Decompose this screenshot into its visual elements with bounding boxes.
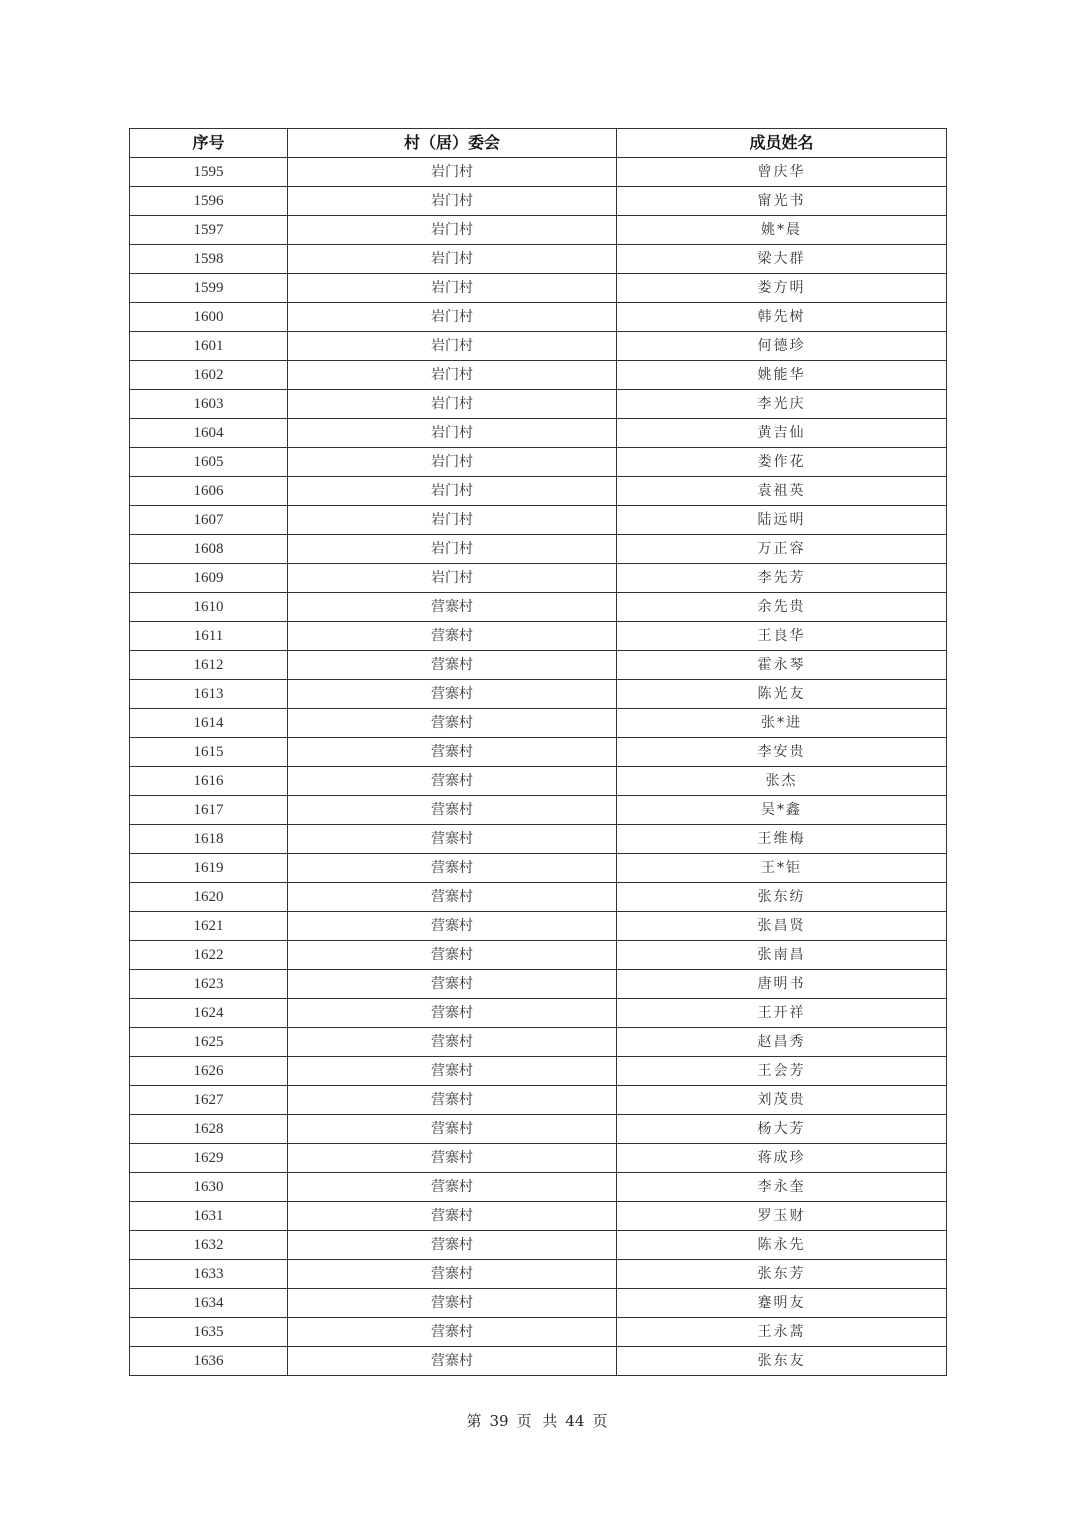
cell-member-name: 陆远明: [617, 506, 947, 535]
cell-village-committee: 岩门村: [288, 535, 617, 564]
cell-village-committee: 营寨村: [288, 1115, 617, 1144]
cell-village-committee: 营寨村: [288, 738, 617, 767]
cell-village-committee: 岩门村: [288, 216, 617, 245]
cell-serial-number: 1598: [130, 245, 288, 274]
cell-member-name: 王*钜: [617, 854, 947, 883]
cell-member-name: 万正容: [617, 535, 947, 564]
table-row: [130, 274, 947, 303]
table-row: [130, 245, 947, 274]
cell-village-committee: 营寨村: [288, 1289, 617, 1318]
cell-serial-number: 1636: [130, 1347, 288, 1376]
cell-village-committee: 营寨村: [288, 1260, 617, 1289]
table-row: [130, 1289, 947, 1318]
table-row: [130, 912, 947, 941]
cell-member-name: 罗玉财: [617, 1202, 947, 1231]
cell-serial-number: 1630: [130, 1173, 288, 1202]
table-row: [130, 419, 947, 448]
table-row: [130, 158, 947, 187]
cell-member-name: 赵昌秀: [617, 1028, 947, 1057]
table-row: [130, 216, 947, 245]
table-row: [130, 1231, 947, 1260]
cell-village-committee: 营寨村: [288, 622, 617, 651]
cell-serial-number: 1612: [130, 651, 288, 680]
cell-member-name: 娄作花: [617, 448, 947, 477]
cell-member-name: 张南昌: [617, 941, 947, 970]
cell-serial-number: 1632: [130, 1231, 288, 1260]
table-row: [130, 564, 947, 593]
cell-serial-number: 1626: [130, 1057, 288, 1086]
table-row: [130, 767, 947, 796]
cell-village-committee: 营寨村: [288, 1318, 617, 1347]
cell-member-name: 吴*鑫: [617, 796, 947, 825]
cell-village-committee: 营寨村: [288, 1202, 617, 1231]
table-row: [130, 738, 947, 767]
cell-serial-number: 1610: [130, 593, 288, 622]
table-row: [130, 187, 947, 216]
cell-serial-number: 1618: [130, 825, 288, 854]
cell-village-committee: 营寨村: [288, 970, 617, 999]
table-row: [130, 1115, 947, 1144]
cell-village-committee: 岩门村: [288, 245, 617, 274]
cell-member-name: 黄吉仙: [617, 419, 947, 448]
cell-member-name: 韩先树: [617, 303, 947, 332]
table-header-row: [130, 129, 947, 158]
cell-village-committee: 营寨村: [288, 999, 617, 1028]
cell-member-name: 袁祖英: [617, 477, 947, 506]
cell-serial-number: 1621: [130, 912, 288, 941]
footer-suffix: 页: [592, 1412, 608, 1430]
cell-serial-number: 1617: [130, 796, 288, 825]
table-row: [130, 303, 947, 332]
table-row: [130, 1318, 947, 1347]
cell-village-committee: 营寨村: [288, 796, 617, 825]
cell-member-name: 娄方明: [617, 274, 947, 303]
cell-member-name: 张杰: [617, 767, 947, 796]
cell-serial-number: 1599: [130, 274, 288, 303]
table-row: [130, 1260, 947, 1289]
cell-serial-number: 1622: [130, 941, 288, 970]
table-row: [130, 332, 947, 361]
cell-serial-number: 1628: [130, 1115, 288, 1144]
cell-serial-number: 1635: [130, 1318, 288, 1347]
table-row: [130, 361, 947, 390]
cell-serial-number: 1623: [130, 970, 288, 999]
table-row: [130, 622, 947, 651]
table-row: [130, 1028, 947, 1057]
cell-member-name: 王维梅: [617, 825, 947, 854]
cell-serial-number: 1607: [130, 506, 288, 535]
table-row: [130, 941, 947, 970]
cell-member-name: 刘茂贵: [617, 1086, 947, 1115]
cell-village-committee: 营寨村: [288, 854, 617, 883]
table-row: [130, 680, 947, 709]
table-row: [130, 1173, 947, 1202]
cell-serial-number: 1609: [130, 564, 288, 593]
table-row: [130, 448, 947, 477]
table-row: [130, 390, 947, 419]
cell-serial-number: 1616: [130, 767, 288, 796]
cell-serial-number: 1595: [130, 158, 288, 187]
cell-village-committee: 岩门村: [288, 564, 617, 593]
cell-member-name: 李永奎: [617, 1173, 947, 1202]
cell-member-name: 王会芳: [617, 1057, 947, 1086]
table-row: [130, 970, 947, 999]
cell-member-name: 王开祥: [617, 999, 947, 1028]
table-row: [130, 1347, 947, 1376]
cell-village-committee: 岩门村: [288, 361, 617, 390]
cell-village-committee: 岩门村: [288, 274, 617, 303]
table-row: [130, 709, 947, 738]
cell-village-committee: 岩门村: [288, 158, 617, 187]
table-row: [130, 854, 947, 883]
cell-village-committee: 营寨村: [288, 1231, 617, 1260]
cell-serial-number: 1619: [130, 854, 288, 883]
cell-village-committee: 岩门村: [288, 187, 617, 216]
cell-member-name: 蹇明友: [617, 1289, 947, 1318]
table-row: [130, 796, 947, 825]
footer-middle: 页 共: [516, 1412, 558, 1430]
cell-member-name: 张*进: [617, 709, 947, 738]
cell-village-committee: 营寨村: [288, 593, 617, 622]
cell-village-committee: 营寨村: [288, 651, 617, 680]
table-row: [130, 535, 947, 564]
cell-serial-number: 1611: [130, 622, 288, 651]
cell-serial-number: 1634: [130, 1289, 288, 1318]
cell-serial-number: 1608: [130, 535, 288, 564]
cell-village-committee: 岩门村: [288, 332, 617, 361]
cell-village-committee: 营寨村: [288, 1057, 617, 1086]
cell-village-committee: 营寨村: [288, 883, 617, 912]
cell-member-name: 甯光书: [617, 187, 947, 216]
cell-serial-number: 1603: [130, 390, 288, 419]
cell-serial-number: 1624: [130, 999, 288, 1028]
cell-member-name: 何德珍: [617, 332, 947, 361]
table-row: [130, 1202, 947, 1231]
table-body: [130, 158, 947, 1376]
table-row: [130, 1144, 947, 1173]
cell-village-committee: 营寨村: [288, 1028, 617, 1057]
cell-serial-number: 1629: [130, 1144, 288, 1173]
cell-serial-number: 1633: [130, 1260, 288, 1289]
cell-member-name: 王良华: [617, 622, 947, 651]
table-row: [130, 999, 947, 1028]
cell-member-name: 张东芳: [617, 1260, 947, 1289]
cell-village-committee: 营寨村: [288, 680, 617, 709]
cell-village-committee: 岩门村: [288, 448, 617, 477]
header-member-name: 成员姓名: [617, 129, 947, 158]
cell-member-name: 唐明书: [617, 970, 947, 999]
cell-member-name: 姚*晨: [617, 216, 947, 245]
cell-village-committee: 岩门村: [288, 477, 617, 506]
cell-serial-number: 1625: [130, 1028, 288, 1057]
footer-prefix: 第: [466, 1412, 482, 1430]
cell-member-name: 余先贵: [617, 593, 947, 622]
cell-serial-number: 1631: [130, 1202, 288, 1231]
cell-village-committee: 营寨村: [288, 709, 617, 738]
footer-current-page: 39: [489, 1412, 509, 1430]
table-row: [130, 651, 947, 680]
table-row: [130, 1057, 947, 1086]
cell-village-committee: 营寨村: [288, 1086, 617, 1115]
page-footer: [0, 1410, 1074, 1431]
cell-serial-number: 1613: [130, 680, 288, 709]
cell-member-name: 张东友: [617, 1347, 947, 1376]
cell-member-name: 蒋成珍: [617, 1144, 947, 1173]
cell-village-committee: 岩门村: [288, 506, 617, 535]
cell-village-committee: 营寨村: [288, 1144, 617, 1173]
footer-total-pages: 44: [565, 1412, 585, 1430]
cell-serial-number: 1604: [130, 419, 288, 448]
header-village-committee: 村（居）委会: [288, 129, 617, 158]
cell-village-committee: 岩门村: [288, 390, 617, 419]
cell-serial-number: 1597: [130, 216, 288, 245]
cell-village-committee: 岩门村: [288, 303, 617, 332]
cell-serial-number: 1620: [130, 883, 288, 912]
cell-serial-number: 1600: [130, 303, 288, 332]
cell-member-name: 霍永琴: [617, 651, 947, 680]
cell-member-name: 姚能华: [617, 361, 947, 390]
cell-member-name: 王永蒿: [617, 1318, 947, 1347]
cell-member-name: 杨大芳: [617, 1115, 947, 1144]
member-table: [129, 128, 947, 1376]
cell-serial-number: 1602: [130, 361, 288, 390]
cell-member-name: 陈光友: [617, 680, 947, 709]
cell-serial-number: 1615: [130, 738, 288, 767]
cell-serial-number: 1601: [130, 332, 288, 361]
table-row: [130, 506, 947, 535]
cell-serial-number: 1596: [130, 187, 288, 216]
cell-village-committee: 岩门村: [288, 419, 617, 448]
cell-village-committee: 营寨村: [288, 825, 617, 854]
cell-serial-number: 1627: [130, 1086, 288, 1115]
cell-member-name: 张昌贤: [617, 912, 947, 941]
cell-member-name: 李先芳: [617, 564, 947, 593]
cell-member-name: 李光庆: [617, 390, 947, 419]
cell-serial-number: 1605: [130, 448, 288, 477]
cell-village-committee: 营寨村: [288, 1347, 617, 1376]
cell-serial-number: 1614: [130, 709, 288, 738]
header-serial-number: 序号: [130, 129, 288, 158]
table-row: [130, 477, 947, 506]
cell-member-name: 李安贵: [617, 738, 947, 767]
table-row: [130, 883, 947, 912]
cell-member-name: 张东纺: [617, 883, 947, 912]
cell-member-name: 曾庆华: [617, 158, 947, 187]
cell-serial-number: 1606: [130, 477, 288, 506]
cell-member-name: 梁大群: [617, 245, 947, 274]
table-row: [130, 825, 947, 854]
cell-member-name: 陈永先: [617, 1231, 947, 1260]
cell-village-committee: 营寨村: [288, 767, 617, 796]
cell-village-committee: 营寨村: [288, 1173, 617, 1202]
cell-village-committee: 营寨村: [288, 912, 617, 941]
table-row: [130, 1086, 947, 1115]
cell-village-committee: 营寨村: [288, 941, 617, 970]
table-row: [130, 593, 947, 622]
